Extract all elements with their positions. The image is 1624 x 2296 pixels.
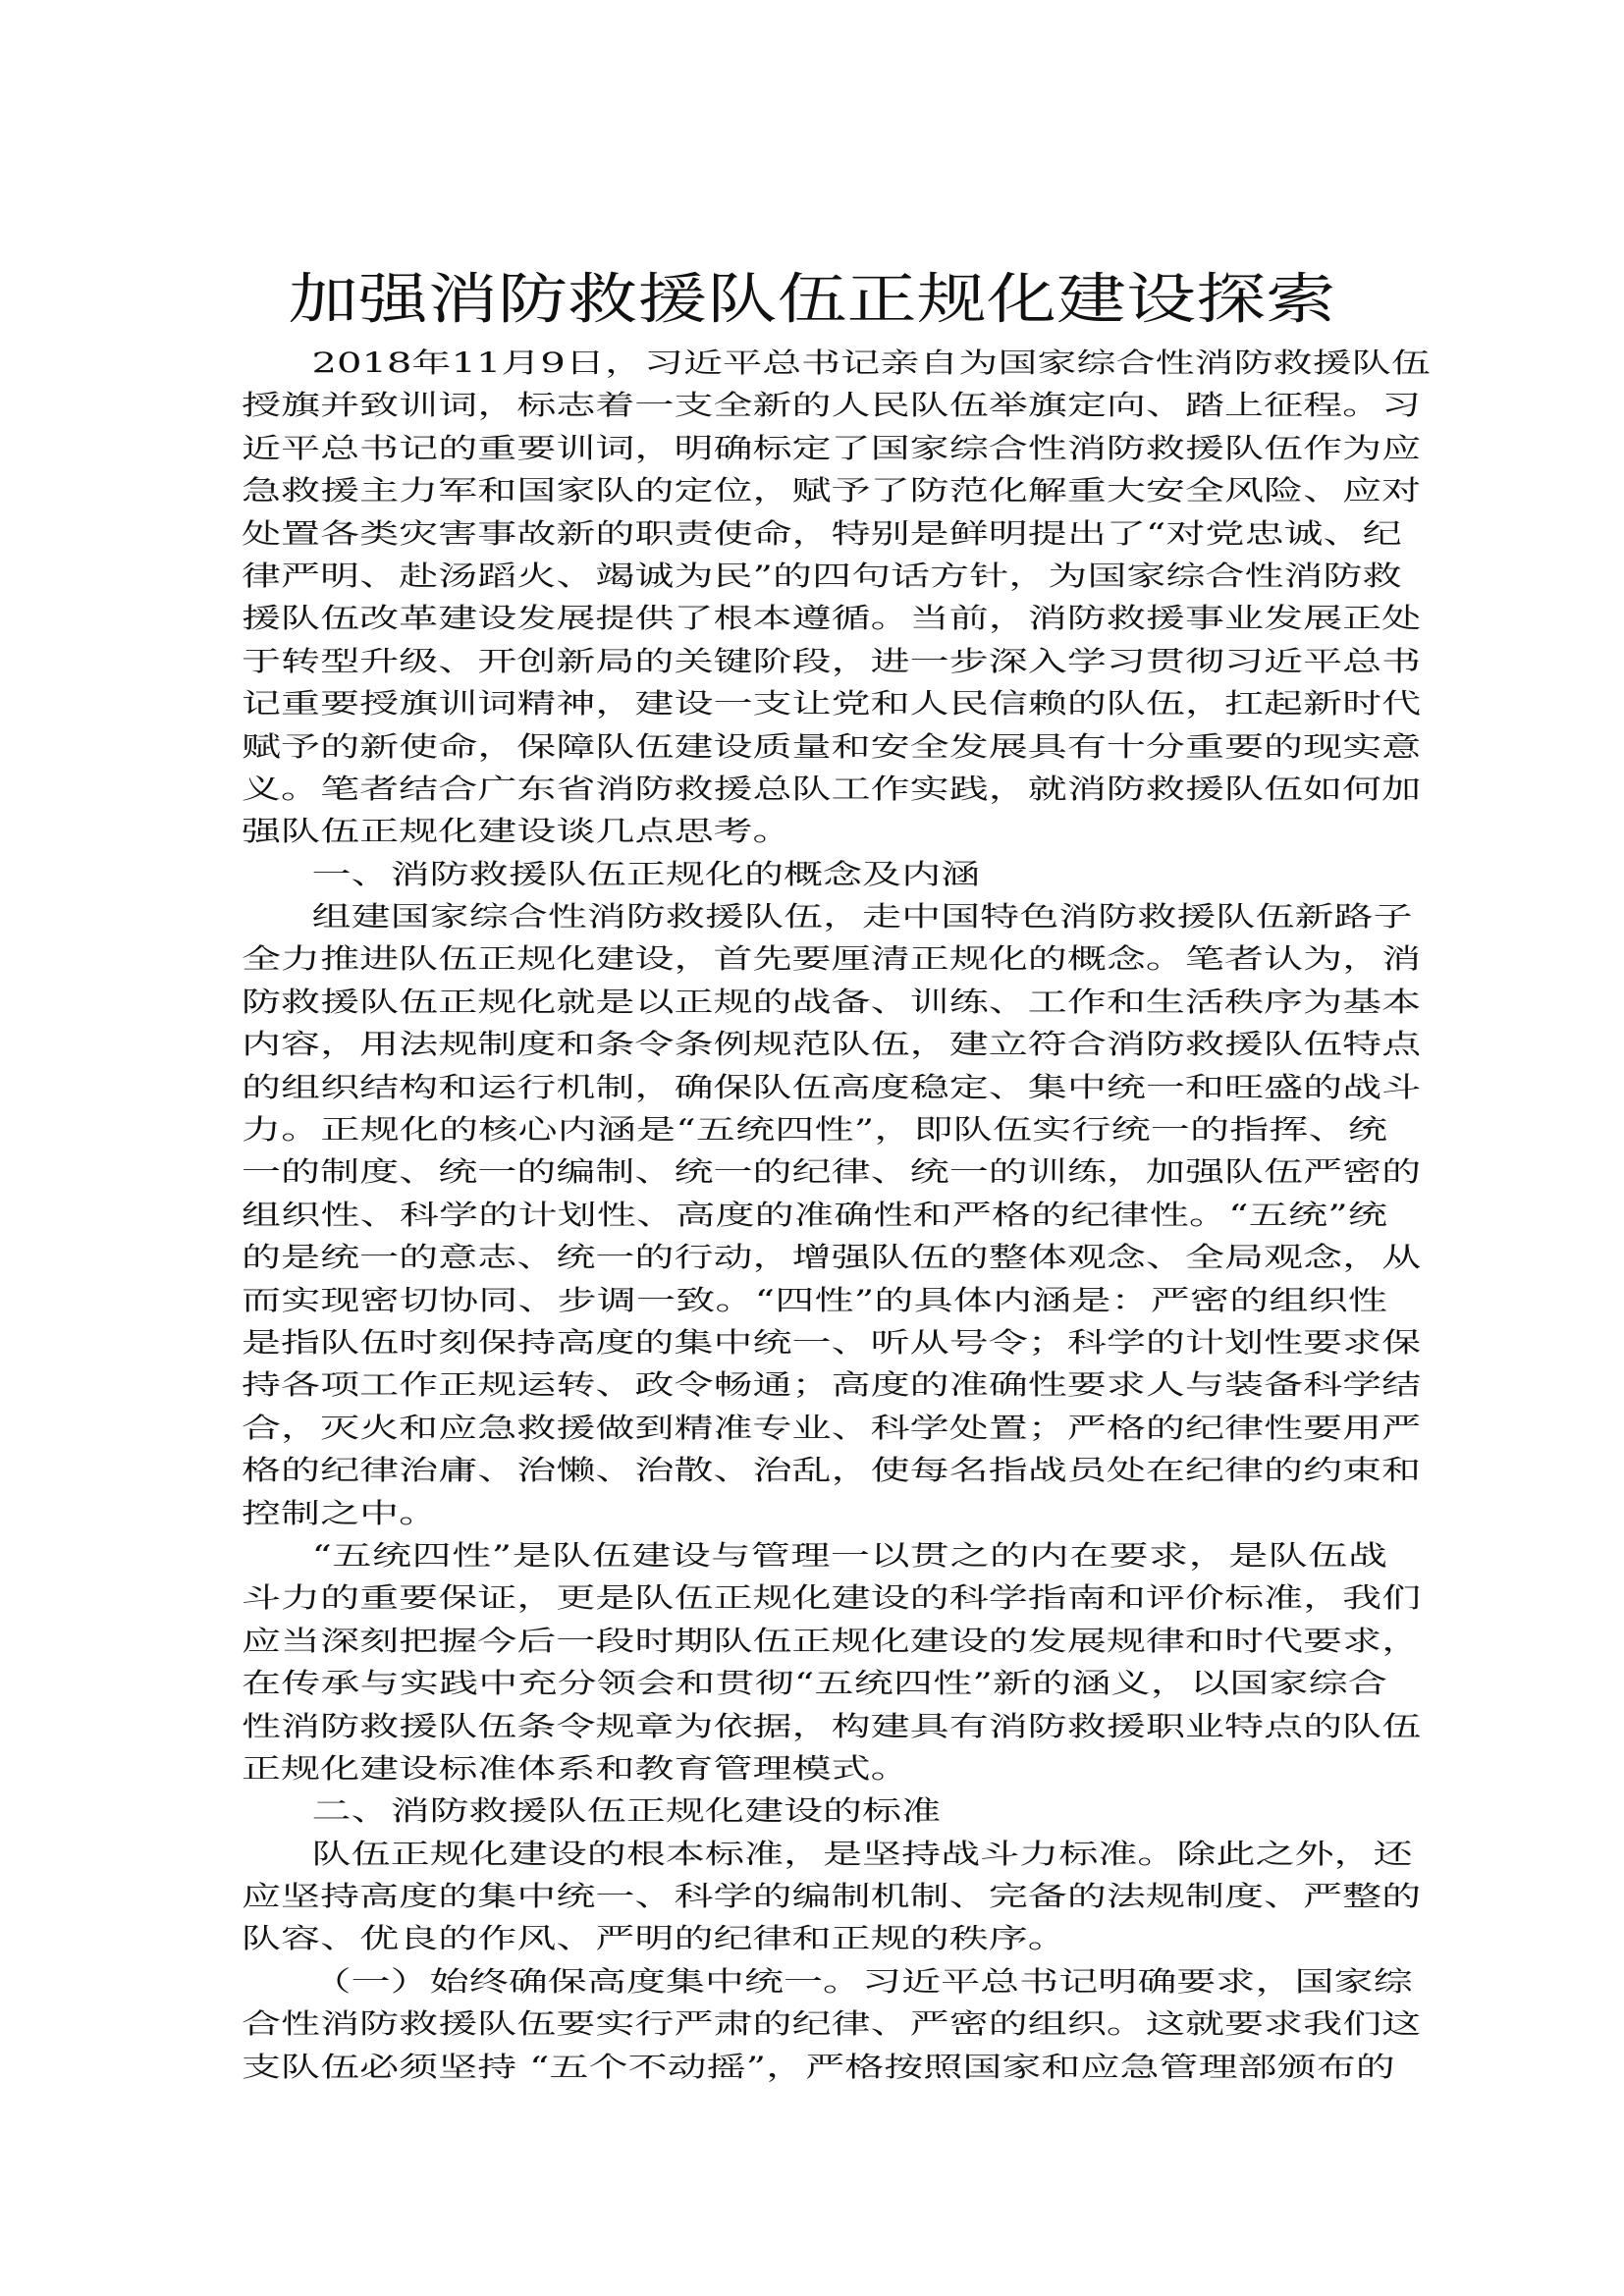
text-line: 队容、优良的作风、严明的纪律和正规的秩序。: [242, 1922, 1067, 1955]
document-title: [0, 267, 1624, 334]
document-body: [242, 342, 1431, 2088]
text-line: 一的制度、统一的编制、统一的纪律、统一的训练，加强队伍严密的: [242, 1155, 1422, 1189]
text-line: 于转型升级、开创新局的关键阶段，进一步深入学习贯彻习近平总书: [242, 644, 1422, 677]
text-line: 处置各类灾害事故新的职责使命，特别是鲜明提出了“对党忠诚、纪: [242, 516, 1402, 550]
paragraph: [242, 1534, 1422, 1789]
paragraph: [242, 342, 1431, 853]
text-line: 援队伍改革建设发展提供了根本遵循。当前，消防救援事业发展正处: [242, 602, 1422, 635]
text-line: 应坚持高度的集中统一、科学的编制机制、完备的法规制度、严整的: [242, 1880, 1422, 1913]
text-line: 控制之中。: [242, 1496, 439, 1529]
text-line: 组建国家综合性消防救援队伍，走中国特色消防救援队伍新路子: [311, 900, 1413, 934]
text-line: 记重要授旗训词精神，建设一支让党和人民信赖的队伍，扛起新时代: [242, 687, 1422, 721]
text-line: 授旗并致训词，标志着一支全新的人民队伍举旗定向、踏上征程。习: [242, 389, 1422, 422]
text-line: 格的纪律治庸、治懒、治散、治乱，使每名指战员处在纪律的约束和: [242, 1454, 1422, 1487]
text-line: （一）始终确保高度集中统一。习近平总书记明确要求，国家综: [311, 1964, 1413, 1998]
text-line: 的是统一的意志、统一的行动，增强队伍的整体观念、全局观念，从: [242, 1241, 1422, 1274]
text-line: 近平总书记的重要训词，明确标定了国家综合性消防救援队伍作为应: [242, 431, 1422, 464]
text-line: 律严明、赴汤蹈火、竭诚为民”的四句话方针，为国家综合性消防救: [242, 559, 1402, 592]
text-line: 一、消防救援队伍正规化的概念及内涵: [311, 857, 981, 890]
text-line: 斗力的重要保证，更是队伍正规化建设的科学指南和评价标准，我们: [242, 1581, 1422, 1615]
text-line: 二、消防救援队伍正规化建设的标准: [311, 1794, 942, 1828]
title-text: 加强消防救援队伍正规化建设探索: [288, 268, 1336, 332]
text-line: 在传承与实践中充分领会和贯彻“五统四性”新的涵义，以国家综合: [242, 1667, 1387, 1700]
text-line: 内容，用法规制度和条令条例规范队伍，建立符合消防救援队伍特点: [242, 1028, 1422, 1061]
text-line: “五统四性”是队伍建设与管理一以贯之的内在要求，是队伍战: [311, 1538, 1387, 1572]
text-line: 全力推进队伍正规化建设，首先要厘清正规化的概念。笔者认为，消: [242, 942, 1422, 976]
text-line: 而实现密切协同、步调一致。“四性”的具体内涵是：严密的组织性: [242, 1283, 1387, 1316]
text-line: 正规化建设标准体系和教育管理模式。: [242, 1751, 910, 1785]
paragraph: [242, 1833, 1422, 1960]
text-line: 持各项工作正规运转、政令畅通；高度的准确性要求人与装备科学结: [242, 1368, 1422, 1402]
text-line: 性消防救援队伍条令规章为依据，构建具有消防救援职业特点的队伍: [242, 1709, 1422, 1742]
text-line: 义。笔者结合广东省消防救援总队工作实践，就消防救援队伍如何加: [242, 772, 1422, 805]
text-line: 的组织结构和运行机制，确保队伍高度稳定、集中统一和旺盛的战斗: [242, 1070, 1422, 1103]
text-line: 合，灭火和应急救援做到精准专业、科学处置；严格的纪律性要用严: [242, 1411, 1422, 1444]
text-line: 强队伍正规化建设谈几点思考。: [242, 815, 792, 848]
text-line: 急救援主力军和国家队的定位，赋予了防范化解重大安全风险、应对: [242, 474, 1422, 507]
section-heading: [242, 853, 1387, 895]
paragraph: [242, 1960, 1422, 2088]
text-line: 防救援队伍正规化就是以正规的战备、训练、工作和生活秩序为基本: [242, 985, 1422, 1018]
text-line: 2018年11月9日，习近平总书记亲自为国家综合性消防救援队伍: [311, 347, 1431, 379]
text-line: 合性消防救援队伍要实行严肃的纪律、严密的组织。这就要求我们这: [242, 2007, 1422, 2041]
text-line: 队伍正规化建设的根本标准，是坚持战斗力标准。除此之外，还: [311, 1837, 1413, 1870]
section-heading: [242, 1789, 1387, 1832]
text-line: 赋予的新使命，保障队伍建设质量和安全发展具有十分重要的现实意: [242, 729, 1422, 763]
text-line: 是指队伍时刻保持高度的集中统一、听从号令；科学的计划性要求保: [242, 1325, 1422, 1359]
text-line: 支队伍必须坚持 “五个不动摇”，严格按照国家和应急管理部颁布的: [242, 2050, 1395, 2083]
paragraph: [242, 895, 1422, 1534]
text-line: 组织性、科学的计划性、高度的准确性和严格的纪律性。“五统”统: [242, 1198, 1387, 1231]
text-line: 应当深刻把握今后一段时期队伍正规化建设的发展规律和时代要求，: [242, 1624, 1422, 1657]
text-line: 力。正规化的核心内涵是“五统四性”，即队伍实行统一的指挥、统: [242, 1113, 1387, 1147]
